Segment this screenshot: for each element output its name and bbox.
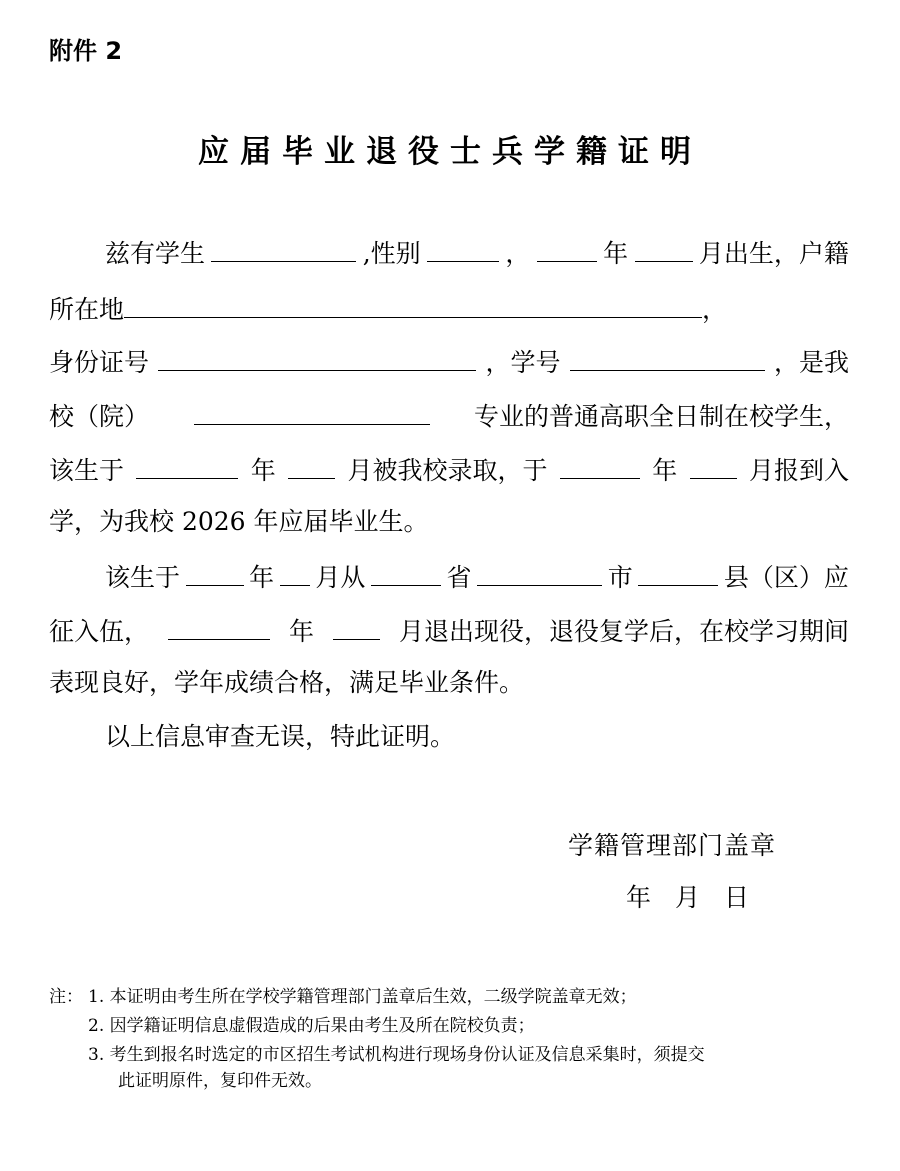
- province-blank: [371, 555, 441, 586]
- text: 身份证号: [49, 348, 150, 377]
- para3-line: 以上信息审查无误，特此证明。: [105, 722, 456, 751]
- year-label: 年: [626, 883, 652, 912]
- month-label: 月: [675, 883, 701, 912]
- text: 年: [603, 239, 629, 268]
- attachment-label: 附件 2: [49, 37, 123, 65]
- text: 年: [249, 563, 275, 592]
- text: 年: [652, 456, 678, 485]
- para2-line2: [49, 609, 849, 649]
- para1-line4: [49, 394, 849, 434]
- text: 月出生，户籍: [698, 239, 849, 268]
- admit-year-blank: [136, 448, 238, 479]
- major-blank: [194, 394, 430, 425]
- text: 专业的普通高职全日制在校学生，: [473, 402, 849, 431]
- student-name-blank: [211, 231, 356, 262]
- text: 县（区）应: [723, 563, 849, 592]
- para1-line3: [49, 340, 849, 380]
- para2-line1: [105, 555, 849, 595]
- text: 该生于: [105, 563, 181, 592]
- para1-line5: [49, 448, 849, 488]
- birth-year-blank: [537, 231, 597, 262]
- report-year-blank: [560, 448, 640, 479]
- text: 年: [288, 617, 314, 646]
- para1-line2: [49, 287, 727, 327]
- text: ，: [702, 295, 728, 324]
- para2-line3: 表现良好，学年成绩合格，满足毕业条件。: [49, 668, 525, 697]
- discharge-year-blank: [168, 609, 270, 640]
- text: 月退出现役，退役复学后，在校学习期间: [398, 617, 849, 646]
- report-month-blank: [690, 448, 737, 479]
- note-item-3-cont: 此证明原件，复印件无效。: [118, 1071, 322, 1091]
- para1-line6: 学，为我校 2026 年应届毕业生。: [49, 507, 429, 536]
- note-item-1: 1. 本证明由考生所在学校学籍管理部门盖章后生效，二级学院盖章无效；: [88, 987, 637, 1007]
- text: ，: [505, 239, 531, 268]
- text: 所在地: [49, 295, 125, 324]
- admit-month-blank: [288, 448, 335, 479]
- text: ，是我: [773, 348, 849, 377]
- text: 校（院）: [49, 402, 150, 431]
- day-label: 日: [724, 883, 750, 912]
- text: 月报到入: [748, 456, 849, 485]
- student-number-blank: [570, 340, 765, 371]
- date-line: [626, 878, 749, 914]
- para1-line1: [105, 231, 849, 271]
- enlist-year-blank: [186, 555, 244, 586]
- note-item-3: 3. 考生到报名时选定的市区招生考试机构进行现场身份认证及信息采集时，须提交: [88, 1045, 705, 1065]
- seal-label: 学籍管理部门盖章: [568, 831, 777, 860]
- gender-blank: [427, 231, 499, 262]
- text: 年: [250, 456, 276, 485]
- document-title: 应届毕业退役士兵学籍证明: [198, 134, 702, 170]
- text: ，学号: [485, 348, 561, 377]
- text: ,性别: [362, 239, 421, 268]
- enlist-month-blank: [280, 555, 310, 586]
- text: 月被我校录取，于: [347, 456, 548, 485]
- id-number-blank: [158, 340, 476, 371]
- text: 月从: [315, 563, 366, 592]
- birth-month-blank: [635, 231, 693, 262]
- county-blank: [638, 555, 718, 586]
- city-blank: [477, 555, 602, 586]
- note-item-2: 2. 因学籍证明信息虚假造成的后果由考生及所在院校负责；: [88, 1016, 535, 1036]
- text: 该生于: [49, 456, 125, 485]
- domicile-blank: [124, 287, 702, 318]
- text: 省: [446, 563, 472, 592]
- note-prefix: 注：: [49, 987, 83, 1007]
- text: 征入伍，: [49, 617, 150, 646]
- text: 市: [607, 563, 633, 592]
- text: 兹有学生: [105, 239, 206, 268]
- discharge-month-blank: [333, 609, 380, 640]
